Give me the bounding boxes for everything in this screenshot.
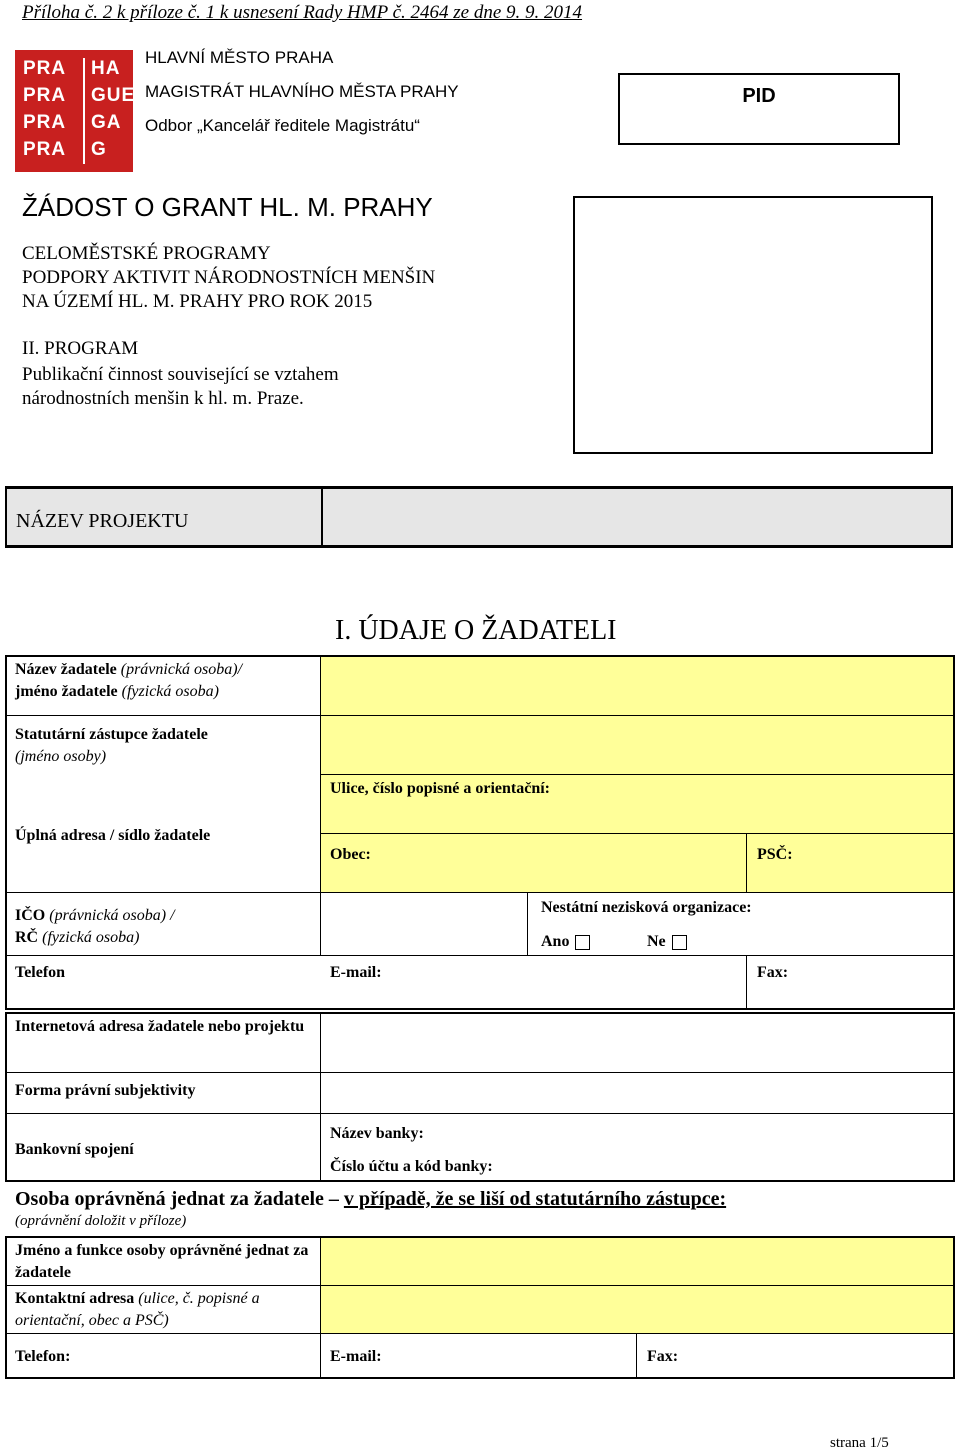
street-label: Ulice, číslo popisné a orientační: — [330, 780, 550, 797]
authorized-heading: Osoba oprávněná jednat za žadatele – v případě, že se liší od statutárního zástupce: — [15, 1188, 727, 1210]
org-department: Odbor „Kancelář ředitele Magistrátu“ — [145, 116, 420, 135]
city-field[interactable] — [321, 834, 746, 892]
bank-account-label: Číslo účtu a kód banky: — [330, 1158, 493, 1175]
col-divider — [746, 955, 747, 1010]
program-description: Publikační činnost související se vztahem — [22, 364, 339, 385]
logo-text: GA — [91, 112, 122, 133]
org-magistrate: MAGISTRÁT HLAVNÍHO MĚSTA PRAHY — [145, 82, 459, 101]
row-divider — [5, 1113, 955, 1114]
authorized-fax-label: Fax: — [647, 1348, 679, 1365]
bank-label: Bankovní spojení — [15, 1141, 134, 1158]
row-divider — [5, 1285, 955, 1286]
phone-label: Telefon — [15, 964, 66, 981]
logo-text: HA — [91, 58, 121, 79]
authorized-note: (oprávnění doložit v příloze) — [15, 1213, 187, 1229]
logo-divider — [83, 58, 85, 164]
zip-label: PSČ: — [757, 846, 793, 863]
applicant-name-label: Název žadatele (právnická osoba)/ jméno žadatele (fyzická osoba) — [15, 661, 243, 700]
authorized-address-field[interactable] — [321, 1286, 953, 1333]
contact-address-label: Kontaktní adresa (ulice, č. popisné a orientační, obec a PSČ) — [15, 1290, 260, 1329]
logo-text: PRA — [23, 139, 67, 160]
col-divider — [320, 655, 321, 955]
address-label: Úplná adresa / sídlo žadatele — [15, 827, 211, 844]
city-label: Obec: — [330, 846, 371, 863]
ngo-no[interactable]: Ne — [647, 931, 687, 953]
org-name: HLAVNÍ MĚSTO PRAHA — [145, 48, 334, 67]
ngo-label: Nestátní nezisková organizace: — [541, 899, 752, 916]
row-divider — [321, 833, 955, 834]
row-divider — [5, 1072, 955, 1073]
statutory-label: Statutární zástupce žadatele (jméno osoby) — [15, 726, 208, 765]
statutory-field[interactable] — [321, 716, 953, 774]
ngo-yes[interactable]: Ano — [541, 931, 590, 953]
logo-text: PRA — [23, 112, 67, 133]
subtitle-line: NA ÚZEMÍ HL. M. PRAHY PRO ROK 2015 — [22, 291, 373, 312]
legal-form-label: Forma právní subjektivity — [15, 1082, 196, 1099]
subtitle-line: PODPORY AKTIVIT NÁRODNOSTNÍCH MENŠIN — [22, 267, 436, 288]
pid-label: PID — [742, 85, 776, 107]
col-divider — [320, 1012, 321, 1182]
authorized-name-label: Jméno a funkce osoby oprávněné jednat za žadatele — [15, 1242, 309, 1281]
authorized-name-field[interactable] — [321, 1238, 953, 1285]
page-title: ŽÁDOST O GRANT HL. M. PRAHY — [22, 192, 433, 222]
col-divider — [320, 1236, 321, 1379]
pid-box — [618, 73, 900, 145]
project-name-field[interactable] — [323, 489, 951, 545]
checkbox-icon[interactable] — [672, 935, 687, 950]
col-divider — [527, 892, 528, 955]
attachment-note: Příloha č. 2 k příloze č. 1 k usnesení Rady HMP č. 2464 ze dne 9. 9. 2014 — [22, 2, 583, 23]
row-divider — [5, 715, 955, 716]
logo-text: PRA — [23, 85, 67, 106]
row-divider — [5, 1333, 955, 1334]
section-title: I. ÚDAJE O ŽADATELI — [335, 615, 617, 646]
row-divider — [5, 955, 955, 956]
row-divider — [5, 892, 955, 893]
row-divider — [321, 774, 955, 775]
web-label: Internetová adresa žadatele nebo projektu — [15, 1018, 305, 1035]
logo-text: PRA — [23, 58, 67, 79]
subtitle-line: CELOMĚSTSKÉ PROGRAMY — [22, 243, 271, 264]
authorized-email-label: E-mail: — [330, 1348, 382, 1365]
page-number: strana 1/5 — [830, 1435, 889, 1451]
project-name-label: NÁZEV PROJEKTU — [16, 510, 189, 532]
bank-name-label: Název banky: — [330, 1125, 424, 1142]
authorized-phone-label: Telefon: — [15, 1348, 71, 1365]
stamp-box — [573, 196, 933, 454]
praha-logo — [15, 50, 136, 172]
logo-text: G — [91, 139, 107, 160]
applicant-name-field[interactable] — [321, 657, 953, 715]
program-description: národnostních menšin k hl. m. Praze. — [22, 388, 304, 409]
col-divider — [636, 1333, 637, 1379]
program-title: II. PROGRAM — [22, 338, 139, 359]
col-divider — [746, 833, 747, 892]
email-label: E-mail: — [330, 964, 382, 981]
checkbox-icon[interactable] — [575, 935, 590, 950]
ico-label: IČO (právnická osoba) / RČ (fyzická osoba) — [15, 907, 175, 946]
logo-text: GUE — [91, 85, 136, 106]
fax-label: Fax: — [757, 964, 789, 981]
